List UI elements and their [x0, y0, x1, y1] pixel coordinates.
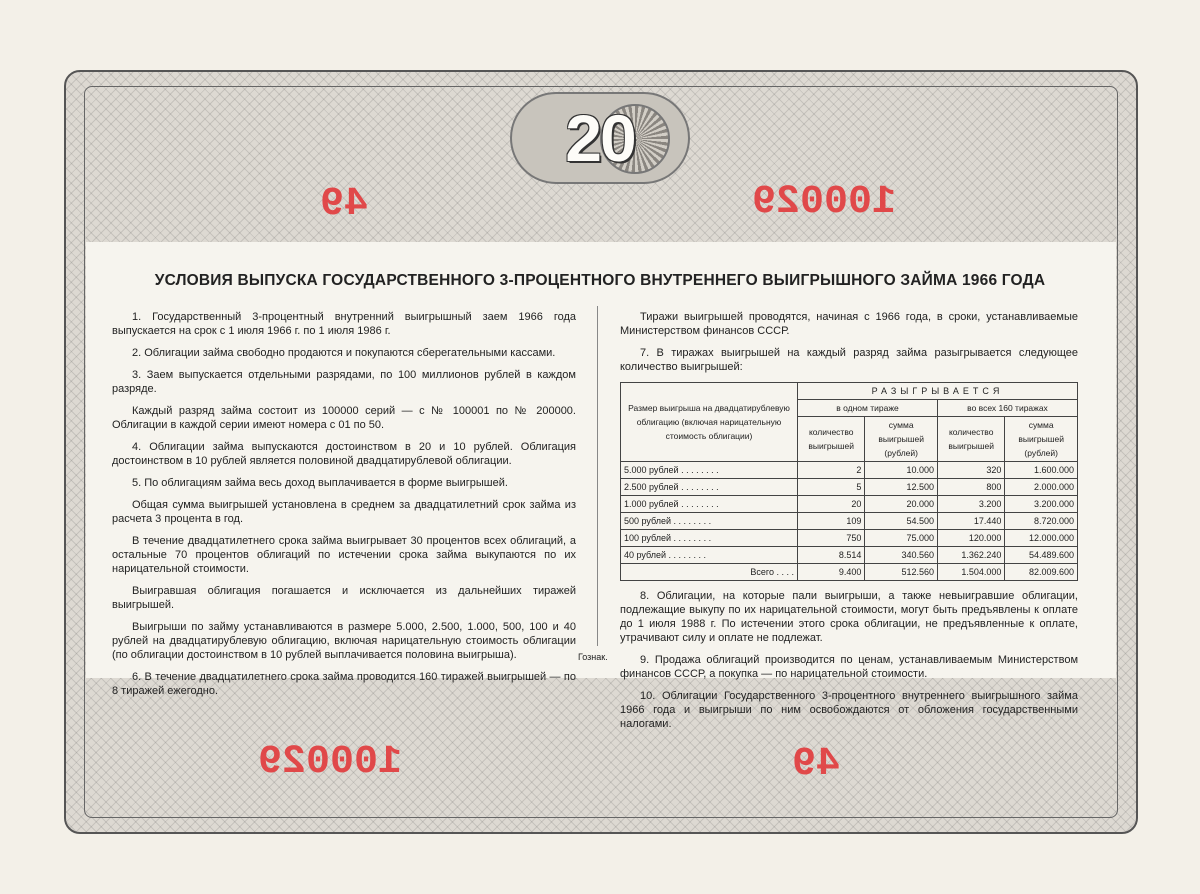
paragraph: 3. Заем выпускается отдельными разрядами, по 100 миллионов рублей в каждом разряде.: [112, 369, 576, 395]
table-cell: 8.720.000: [1005, 513, 1078, 530]
left-column: [112, 310, 576, 706]
table-cell: 100 рублей . . . . . . . .: [621, 530, 798, 547]
table-head-count: количество выигрышей: [937, 417, 1004, 462]
series-number-bottom: 49: [792, 742, 841, 787]
table-cell: 2: [798, 462, 865, 479]
table-cell: 12.500: [865, 479, 938, 496]
table-sub-one-draw: в одном тираже: [798, 400, 938, 417]
table-cell: 75.000: [865, 530, 938, 547]
prize-table: [620, 382, 1078, 581]
paragraph: 10. Облигации Государственного 3-процентного внутреннего выигрышного займа 1966 года и выигрыши по ним освобождаются от обложения государственными налогами.: [620, 690, 1078, 730]
table-row: [621, 462, 1078, 479]
paragraph: 8. Облигации, на которые пали выигрыши, а также невыигравшие облигации, подлежащие выкупу по их нарицательной стоимости, могут быть предъявлены к оплате до 1 июля 1988 г. По истечении этого срока облигации, не предъявленные к оплате, утрачивают силу и оплате не подлежат.: [620, 590, 1078, 644]
table-cell: 17.440: [937, 513, 1004, 530]
paragraph: В течение двадцатилетнего срока займа выигрывает 30 процентов всех облигаций, а остальные 70 процентов облигаций по истечении срока займа выкупаются по их нарицательной стоимости.: [112, 535, 576, 575]
right-column: [620, 310, 1078, 739]
table-cell: 54.500: [865, 513, 938, 530]
paragraph: 4. Облигации займа выпускаются достоинством в 20 и 10 рублей. Облигация достоинством в 10 рублей является половиной двадцатирублевой облигации.: [112, 441, 576, 467]
paragraph: 7. В тиражах выигрышей на каждый разряд займа разыгрывается следующее количество выигрышей:: [620, 347, 1078, 373]
table-cell: 1.504.000: [937, 564, 1004, 581]
table-cell: 2.000.000: [1005, 479, 1078, 496]
denomination-value: 20: [565, 101, 635, 175]
table-cell: 750: [798, 530, 865, 547]
table-head-count: количество выигрышей: [798, 417, 865, 462]
series-number-top: 49: [320, 182, 369, 227]
table-row: [621, 530, 1078, 547]
paragraph: 5. По облигациям займа весь доход выплачивается в форме выигрышей.: [132, 477, 508, 489]
paragraph: Выигравшая облигация погашается и исключается из дальнейших тиражей выигрышей.: [112, 585, 576, 611]
paragraph: Выигрыши по займу устанавливаются в размере 5.000, 2.500, 1.000, 500, 100 и 40 рублей на двадцатирублевую облигацию, включая нарицательную стоимость облигации (по облигации достоинством в 10 рублей выплачивается половина выигрыша).: [112, 621, 576, 661]
table-sub-all-draws: во всех 160 тиражах: [937, 400, 1077, 417]
serial-number-top: 100029: [752, 180, 897, 225]
paragraph: 6. В течение двадцатилетнего срока займа проводится 160 тиражей выигрышей — по 8 тиражей ежегодно.: [112, 671, 576, 697]
table-cell: 3.200.000: [1005, 496, 1078, 513]
table-cell: 12.000.000: [1005, 530, 1078, 547]
table-head-sum: сумма выигрышей (рублей): [865, 417, 938, 462]
table-cell: 3.200: [937, 496, 1004, 513]
table-cell: 40 рублей . . . . . . . .: [621, 547, 798, 564]
table-cell: Всего . . . .: [621, 564, 798, 581]
paragraph: Тиражи выигрышей проводятся, начиная с 1966 года, в сроки, устанавливаемые Министерством финансов СССР.: [620, 311, 1078, 337]
table-total-row: [621, 564, 1078, 581]
table-row: [621, 496, 1078, 513]
table-col-label: Размер выигрыша на двадцатирублевую облигацию (включая нарицательную стоимость облигации): [621, 383, 798, 462]
table-cell: 82.009.600: [1005, 564, 1078, 581]
paragraph: Каждый разряд займа состоит из 100000 серий — с № 100001 по № 200000. Облигации в каждой серии имеют номера с 01 по 50.: [112, 405, 576, 431]
table-cell: 1.600.000: [1005, 462, 1078, 479]
table-cell: 20: [798, 496, 865, 513]
table-cell: 1.000 рублей . . . . . . . .: [621, 496, 798, 513]
table-cell: 8.514: [798, 547, 865, 564]
table-cell: 5.000 рублей . . . . . . . .: [621, 462, 798, 479]
paragraph: 2. Облигации займа свободно продаются и покупаются сберегательными кассами.: [132, 347, 556, 359]
table-group-header: РАЗЫГРЫВАЕТСЯ: [798, 383, 1078, 400]
table-cell: 54.489.600: [1005, 547, 1078, 564]
table-cell: 800: [937, 479, 1004, 496]
paragraph: 1. Государственный 3-процентный внутренний выигрышный заем 1966 года выпускается на срок с 1 июля 1966 г. по 1 июля 1986 г.: [112, 311, 576, 337]
paragraph: Общая сумма выигрышей установлена в среднем за двадцатилетний срок займа из расчета 3 процента в год.: [112, 499, 576, 525]
table-cell: 512.560: [865, 564, 938, 581]
document-title: УСЛОВИЯ ВЫПУСКА ГОСУДАРСТВЕННОГО 3-ПРОЦЕНТНОГО ВНУТРЕННЕГО ВЫИГРЫШНОГО ЗАЙМА 1966 ГОДА: [154, 272, 1046, 289]
printer-mark: Гознак.: [578, 652, 608, 662]
table-cell: 120.000: [937, 530, 1004, 547]
table-cell: 20.000: [865, 496, 938, 513]
table-cell: 109: [798, 513, 865, 530]
column-divider: [597, 306, 598, 646]
serial-number-bottom: 100029: [258, 740, 403, 785]
table-row: [621, 513, 1078, 530]
table-head-sum: сумма выигрышей (рублей): [1005, 417, 1078, 462]
table-cell: 340.560: [865, 547, 938, 564]
table-row: [621, 547, 1078, 564]
table-cell: 10.000: [865, 462, 938, 479]
table-cell: 320: [937, 462, 1004, 479]
table-cell: 500 рублей . . . . . . . .: [621, 513, 798, 530]
table-cell: 1.362.240: [937, 547, 1004, 564]
table-cell: 9.400: [798, 564, 865, 581]
table-cell: 2.500 рублей . . . . . . . .: [621, 479, 798, 496]
paragraph: 9. Продажа облигаций производится по ценам, устанавливаемым Министерством финансов СССР, а покупка — по нарицательной стоимости.: [620, 654, 1078, 680]
table-row: [621, 479, 1078, 496]
table-cell: 5: [798, 479, 865, 496]
